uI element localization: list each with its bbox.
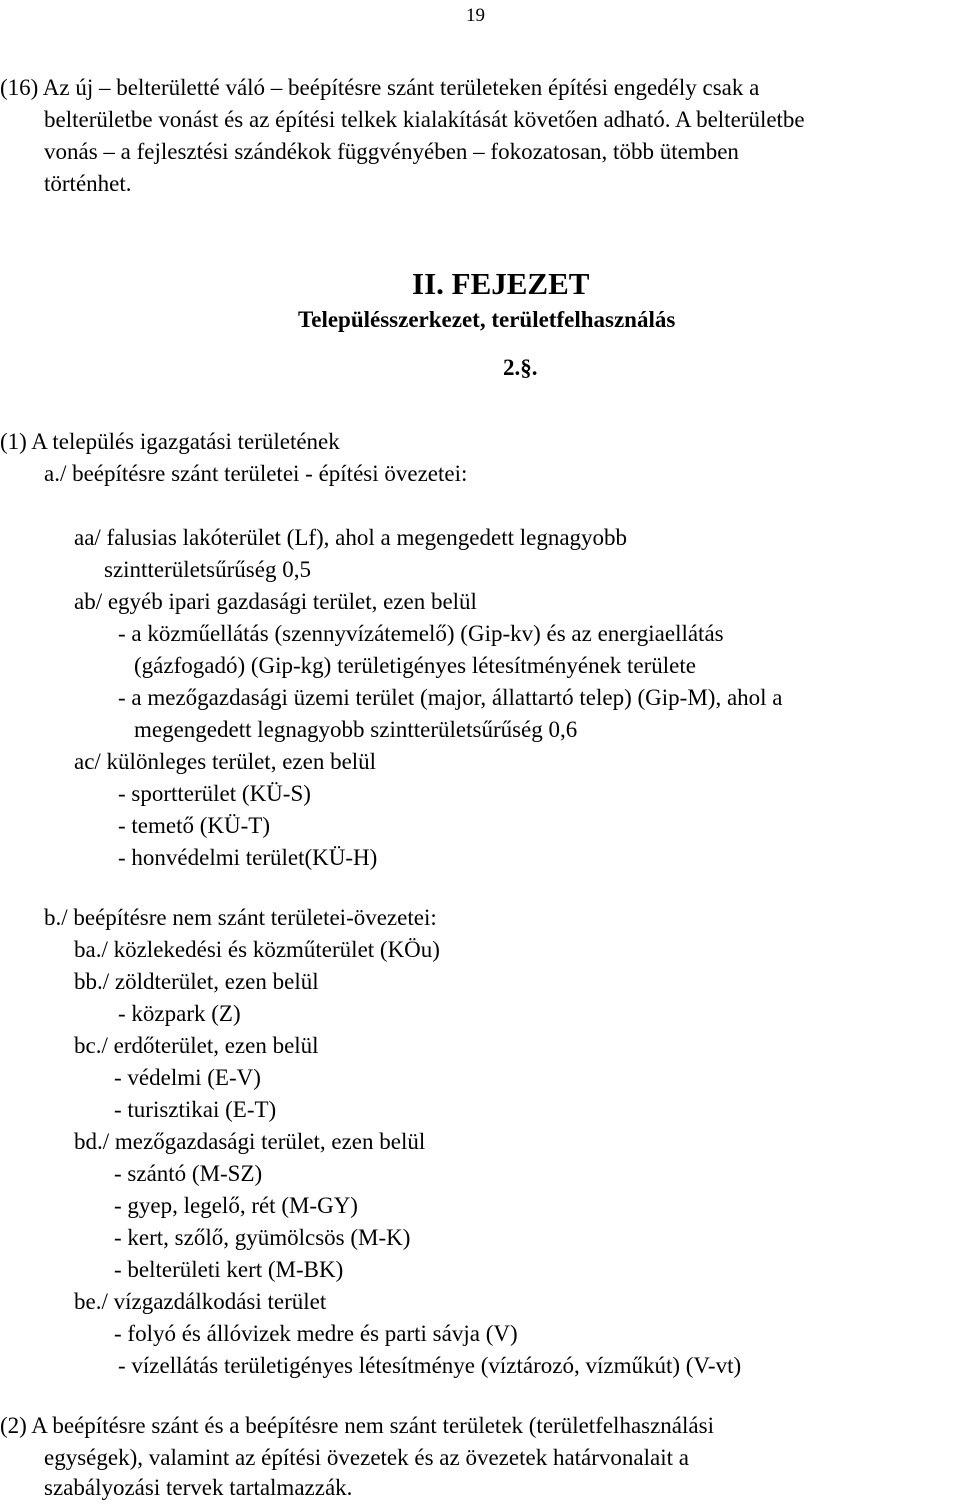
list-item: bc./ erdőterület, ezen belül: [74, 1033, 319, 1058]
list-item: megengedett legnagyobb szintterületsűrűség 0,6: [134, 717, 578, 742]
chapter-subtitle: Településszerkezet, területfelhasználás: [298, 307, 676, 332]
list-item: - temető (KÜ-T): [118, 813, 270, 838]
list-item: szintterületsűrűség 0,5: [104, 557, 311, 582]
text-line: vonás – a fejlesztési szándékok függvényében – fokozatosan, több ütemben: [44, 139, 739, 164]
list-item: - kert, szőlő, gyümölcsös (M-K): [114, 1225, 411, 1250]
list-item: bb./ zöldterület, ezen belül: [74, 969, 319, 994]
list-item: aa/ falusias lakóterület (Lf), ahol a megengedett legnagyobb: [74, 525, 628, 550]
list-item: - a közműellátás (szennyvízátemelő) (Gip-kv) és az energiaellátás: [118, 621, 724, 646]
page-number: 19: [466, 5, 485, 26]
text-line: szabályozási tervek tartalmazzák.: [44, 1475, 353, 1500]
text-line: (16) Az új – belterületté váló – beépítésre szánt területeken építési engedély csak a: [0, 75, 760, 100]
list-item: - sportterület (KÜ-S): [118, 781, 311, 806]
list-item: ab/ egyéb ipari gazdasági terület, ezen belül: [74, 589, 477, 614]
text-line: a./ beépítésre szánt területei - építési övezetei:: [44, 461, 468, 486]
list-item: - gyep, legelő, rét (M-GY): [114, 1193, 358, 1218]
list-item: (gázfogadó) (Gip-kg) területigényes létesítményének területe: [134, 653, 696, 678]
text-line: (2) A beépítésre szánt és a beépítésre nem szánt területek (területfelhasználási: [0, 1413, 714, 1438]
list-item: - belterületi kert (M-BK): [114, 1257, 344, 1282]
list-item: bd./ mezőgazdasági terület, ezen belül: [74, 1129, 426, 1154]
list-item: be./ vízgazdálkodási terület: [74, 1289, 327, 1314]
list-item: - vízellátás területigényes létesítménye (víztározó, vízműkút) (V-vt): [118, 1353, 742, 1378]
chapter-title: II. FEJEZET: [412, 266, 590, 301]
list-item: - honvédelmi terület(KÜ-H): [118, 845, 378, 870]
list-item: ba./ közlekedési és közműterület (KÖu): [74, 937, 440, 962]
text-line: egységek), valamint az építési övezetek és az övezetek határvonalait a: [44, 1445, 689, 1470]
text-line: (1) A település igazgatási területének: [0, 429, 340, 454]
list-item: - turisztikai (E-T): [114, 1097, 277, 1122]
list-item: ac/ különleges terület, ezen belül: [74, 749, 377, 774]
text-line: történhet.: [44, 171, 132, 196]
section-number: 2.§.: [503, 355, 538, 380]
list-item: - közpark (Z): [118, 1001, 241, 1026]
list-item: - szántó (M-SZ): [114, 1161, 263, 1186]
text-line: belterületbe vonást és az építési telkek kialakítását követően adható. A belterületbe: [44, 107, 805, 132]
list-item: - folyó és állóvizek medre és parti sávja (V): [114, 1321, 518, 1346]
text-line: b./ beépítésre nem szánt területei-övezetei:: [44, 905, 437, 930]
list-item: - védelmi (E-V): [114, 1065, 261, 1090]
list-item: - a mezőgazdasági üzemi terület (major, állattartó telep) (Gip-M), ahol a: [118, 685, 783, 710]
